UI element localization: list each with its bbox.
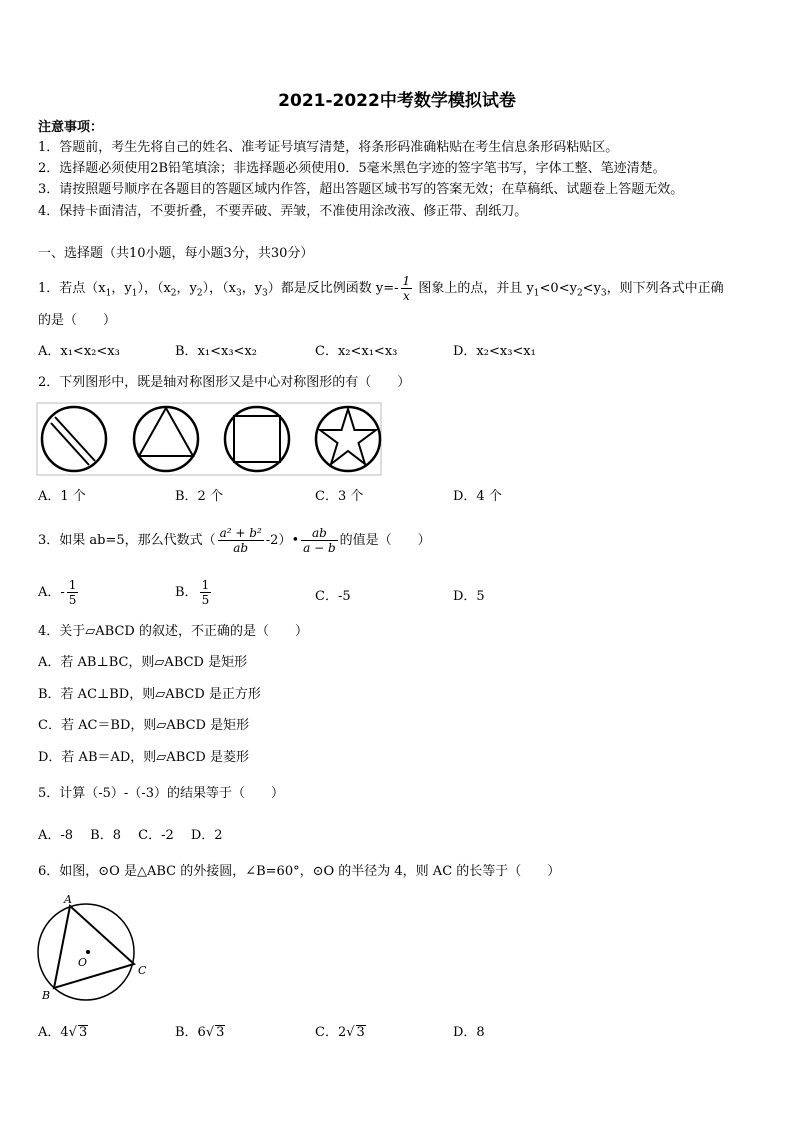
q1-text-k: ，则下列各式中正确 [606,281,724,296]
q6-option-d: D．8 [453,1025,485,1040]
q6-option-b: B．6√ 3 [175,1025,225,1040]
q2-option-b: B．2 个 [175,489,223,504]
question-1: 1．若点（$x_1$，$y_1$），（$x_2$，$y_2$），（$x_3$，$y_3$）都是反比例函数 y=- $\frac{1}{x}$ 图象上的点，并且 $y_1<0<y_2<y_3$，则下列各式中正确 [38,274,724,303]
q6-option-a: A．4√ 3 [38,1025,88,1040]
q3-opt-b-den: 5 [201,593,210,607]
q6-opt-b-radicand: 3 [216,1025,225,1040]
page-title: 2021-2022中考数学模拟试卷 [278,91,516,111]
q1-text-g: ）都是反比例函数 y=- [267,281,399,296]
q1-option-a: A．x₁<x₂<x₃ [38,344,120,359]
label-a: A [64,893,72,906]
q1-line-2: 的是（ ） [38,313,117,328]
q6-opt-b-prefix: B．6 [175,1025,206,1040]
q3-opt-a-fraction [67,578,79,607]
circle-with-bar-figure [42,407,106,471]
q5-options: A．-8 B．8 C．-2 D．2 [38,828,223,843]
q3-opt-a-num: 1 [68,578,77,592]
q6-opt-c-prefix: C．2 [315,1025,347,1040]
section-heading: 一、选择题（共10小题，每小题3分，共30分） [38,246,314,261]
notice-item-1: 1．答题前，考生先将自己的姓名、准考证号填写清楚，将条形码准确粘贴在考生信息条形码粘贴区。 [38,140,619,155]
circle-with-star-figure [316,407,380,471]
label-b: B [42,989,51,1002]
question-5: 5．计算（-5）-（-3）的结果等于（ ） [38,786,284,801]
question-2: 2．下列图形中，既是轴对称图形又是中心对称图形的有（ ） [38,375,411,390]
q1-option-d: D．x₂<x₃<x₁ [453,344,536,359]
circle-with-triangle-figure [134,407,198,471]
q2-option-c: C．3 个 [315,489,364,504]
q6-opt-a-radicand: 3 [78,1025,88,1040]
q4-option-b: B．若 AC⊥BD，则▱ABCD 是正方形 [38,687,261,702]
q3-text-b: -2）• [265,533,300,548]
q1-text-e: ），（x [202,281,236,296]
q1-text-j: <y [582,281,601,296]
q3-frac2-num: ab [301,526,338,541]
q3-fraction-1 [218,526,264,555]
center-point [86,950,90,954]
q3-option-a [38,578,80,607]
q3-option-c: C．-5 [315,589,351,604]
q3-opt-b-fraction [200,578,212,607]
q6-option-c: C．2√ 3 [315,1025,365,1040]
q3-opt-b-num: 1 [201,578,210,592]
q1-text-f: ，y [241,281,263,296]
q4-option-c: C．若 AC＝BD，则▱ABCD 是矩形 [38,718,250,733]
q1-text-a: 1．若点（x [38,281,106,296]
q1-text-h: 图象上的点，并且 y [414,281,534,296]
q4-option-a: A．若 AB⊥BC，则▱ABCD 是矩形 [38,655,248,670]
q6-opt-a-prefix: A．4 [38,1025,69,1040]
q3-opt-b-prefix: B． [175,585,198,600]
q1-option-b: B．x₁<x₃<x₂ [175,344,257,359]
q1-frac-den: x [402,289,410,303]
q3-option-b [175,578,213,607]
triangle-abc [54,906,134,988]
notice-item-2: 2．选择题必须使用2B铅笔填涂；非选择题必须使用0．5毫米黑色字迹的签字笔书写，字体工整、笔迹清楚。 [38,161,666,176]
q3-opt-a-den: 5 [68,593,77,607]
q1-frac-num: 1 [402,274,411,288]
q1-text-c: ），（x [137,281,171,296]
q3-option-d: D．5 [453,589,485,604]
q2-option-a: A．1 个 [38,489,86,504]
label-c: C [138,964,147,977]
q1-text-i: <0<y [539,281,577,296]
question-3 [38,526,431,555]
q6-circle-figure [34,892,154,1004]
q4-option-d: D．若 AB＝AD，则▱ABCD 是菱形 [38,750,249,765]
q3-text-a: 3．如果 ab=5，那么代数式（ [38,533,216,548]
q1-option-c: C．x₂<x₁<x₃ [315,344,398,359]
q3-text-c: 的值是（ ） [339,533,431,548]
notice-item-3: 3．请按照题号顺序在各题目的答题区域内作答，超出答题区域书写的答案无效；在草稿纸、试题卷上答题无效。 [38,182,684,197]
q3-frac2-den: a − b [303,541,336,555]
circle-with-square-figure [225,407,289,471]
notice-heading: 注意事项： [38,120,104,135]
q6-opt-c-radicand: 3 [356,1025,365,1040]
q1-fraction [401,274,413,303]
label-o: O [78,956,88,969]
q3-fraction-2 [301,526,338,555]
q1-text-d: ，y [176,281,197,296]
question-4: 4．关于▱ABCD 的叙述，不正确的是（ ） [38,624,308,639]
q2-figures [36,402,382,476]
notice-item-4: 4．保持卡面清洁，不要折叠，不要弄破、弄皱，不准使用涂改液、修正带、刮纸刀。 [38,204,528,219]
q3-opt-a-prefix: A．- [38,585,65,600]
question-6: 6．如图，⊙O 是△ABC 的外接圆，∠B=60°，⊙O 的半径为 4，则 AC 的长等于（ ） [38,864,561,879]
q3-frac1-den: ab [233,541,249,555]
q2-option-d: D．4 个 [453,489,502,504]
q3-frac1-num: a² + b² [219,526,262,540]
q1-text-b: ，y [111,281,132,296]
